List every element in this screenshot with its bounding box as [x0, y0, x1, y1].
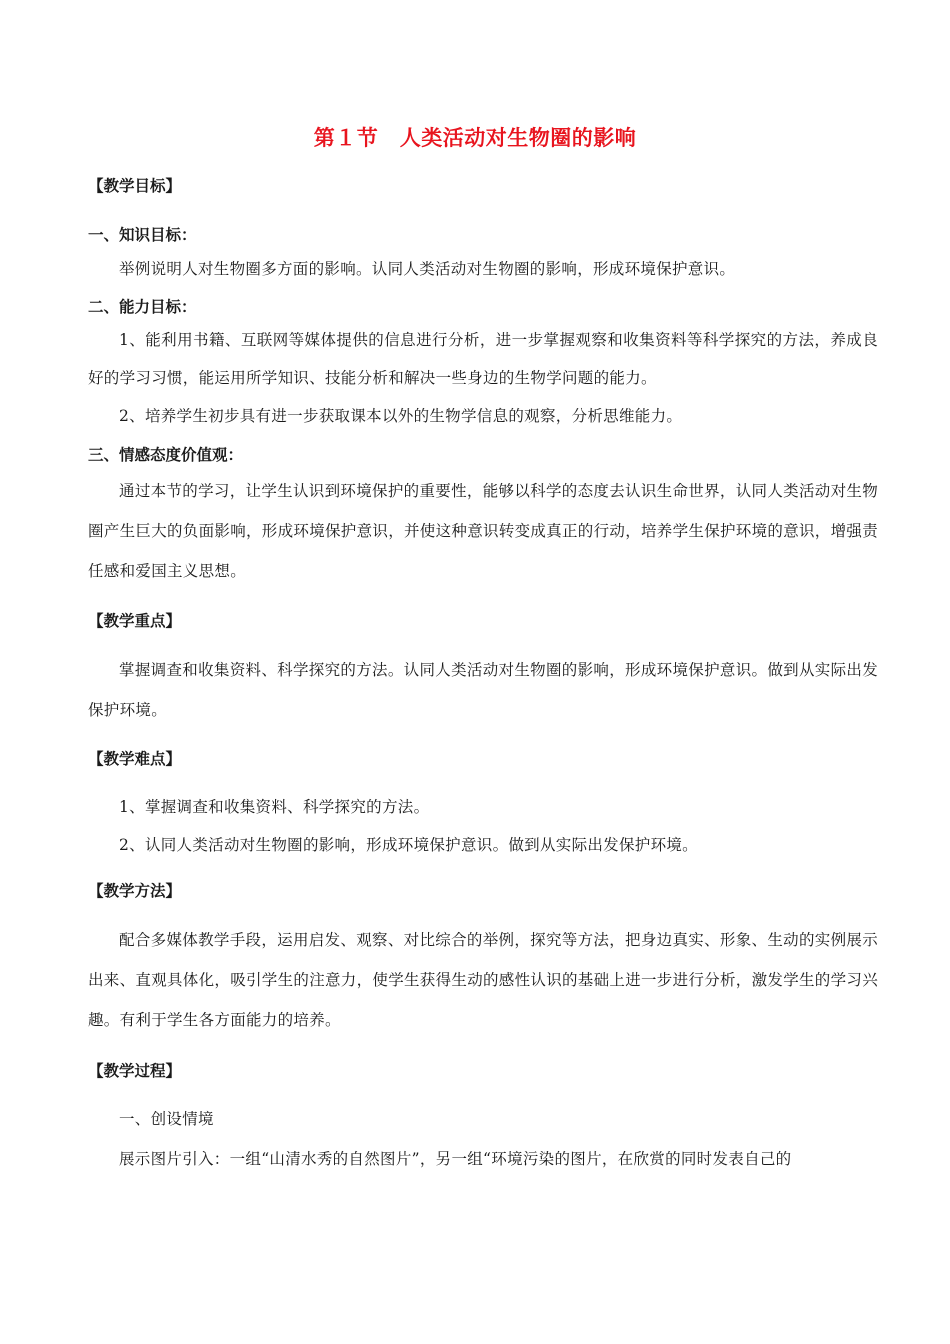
document-title: 第１节 人类活动对生物圈的影响: [313, 126, 637, 150]
difficulty-item-1: 1、掌握调查和收集资料、科学探究的方法。: [119, 798, 430, 816]
ability-item-1: 1、能利用书籍、互联网等媒体提供的信息进行分析，进一步掌握观察和收集资料等科学探究的方法，养成良好的学习习惯，能运用所学知识、技能分析和解决一些身边的生物学问题的能力。: [88, 331, 878, 387]
knowledge-objective: [88, 224, 878, 246]
knowledge-heading: 一、知识目标：: [88, 226, 197, 244]
difficulties-items-block: [88, 788, 878, 864]
process-steps-block: [88, 1099, 878, 1179]
attitude-text-block: [88, 471, 878, 591]
attitude-text: 通过本节的学习，让学生认识到环境保护的重要性，能够以科学的态度去认识生命世界，认同人类活动对生物圈产生巨大的负面影响，形成环境保护意识，并使这种意识转变成真正的行动，培养学生保护环境的意识，增强责任感和爱国主义思想。: [88, 482, 879, 580]
key-points-heading-block: [88, 610, 878, 632]
key-points-heading: 【教学重点】: [88, 612, 182, 630]
methods-text-block: [88, 920, 878, 1040]
difficulties-heading: 【教学难点】: [88, 750, 182, 768]
methods-heading-block: [88, 880, 878, 902]
knowledge-text: 举例说明人对生物圈多方面的影响。认同人类活动对生物圈的影响，形成环境保护意识。: [119, 260, 736, 278]
ability-items-block: [88, 321, 878, 435]
process-heading: 【教学过程】: [88, 1062, 182, 1080]
ability-heading: 二、能力目标：: [88, 298, 197, 316]
process-heading-block: [88, 1060, 878, 1082]
attitude-heading: 三、情感态度价值观：: [88, 446, 244, 464]
attitude-objective: [88, 444, 878, 466]
methods-text: 配合多媒体教学手段，运用启发、观察、对比综合的举例，探究等方法，把身边真实、形象、生动的实例展示出来、直观具体化，吸引学生的注意力，使学生获得生动的感性认识的基础上进一步进行分析，激发学生的学习兴趣。有利于学生各方面能力的培养。: [88, 931, 879, 1029]
ability-item-2: 2、培养学生初步具有进一步获取课本以外的生物学信息的观察，分析思维能力。: [119, 407, 683, 425]
key-points-text-block: [88, 650, 878, 730]
key-points-text: 掌握调查和收集资料、科学探究的方法。认同人类活动对生物圈的影响，形成环境保护意识。做到从实际出发保护环境。: [88, 661, 878, 719]
difficulty-item-2: 2、认同人类活动对生物圈的影响，形成环境保护意识。做到从实际出发保护环境。: [119, 836, 698, 854]
process-text: 展示图片引入：一组“山清水秀的自然图片”，另一组“环境污染的图片，在欣赏的同时发表自己的: [119, 1150, 792, 1168]
difficulties-heading-block: [88, 748, 878, 770]
methods-heading: 【教学方法】: [88, 882, 182, 900]
objectives-heading-block: [88, 175, 878, 197]
knowledge-text-block: [88, 249, 878, 289]
ability-objective: [88, 296, 878, 318]
process-step-1: 一、创设情境: [119, 1110, 214, 1128]
objectives-heading: 【教学目标】: [88, 177, 182, 195]
